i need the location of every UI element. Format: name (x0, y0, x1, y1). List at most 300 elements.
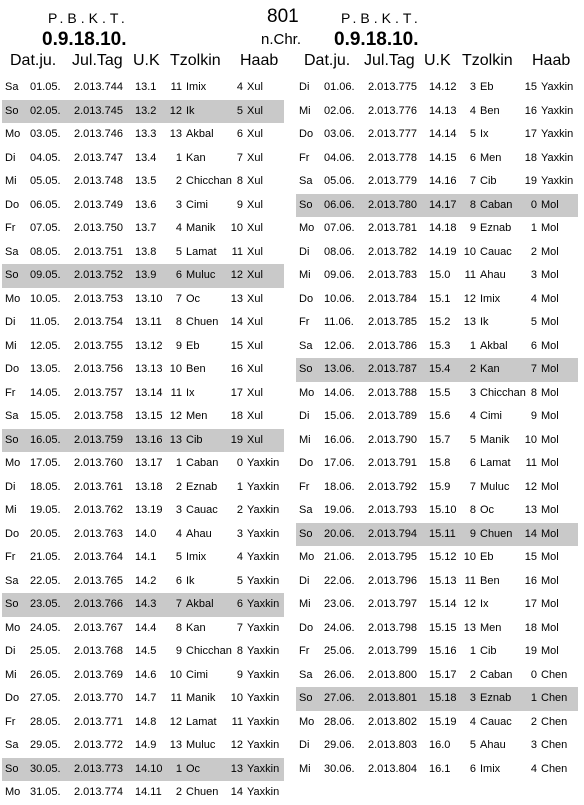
table-row (2, 194, 284, 218)
table-row (2, 523, 284, 547)
table-row (2, 382, 284, 406)
tzolkin-name-cell: Kan (186, 621, 206, 634)
weekday-cell: So (299, 198, 313, 211)
haab-number-cell: 19 (524, 175, 537, 187)
col-header-uk: U.K (424, 52, 451, 69)
tzolkin-number-cell: 3 (175, 198, 182, 211)
haab-name-cell: Yaxkin (247, 715, 280, 728)
uk-cell: 15.0 (429, 269, 451, 281)
tzolkin-name-cell: Kan (480, 363, 500, 375)
julian-day-cell: 2.013.764 (74, 551, 123, 563)
weekday-cell: Di (299, 410, 310, 422)
uk-cell: 15.11 (429, 527, 456, 540)
julian-day-cell: 2.013.750 (74, 222, 123, 234)
table-row (2, 640, 284, 664)
haab-name-cell: Chen (541, 739, 568, 751)
date-cell: 21.05. (30, 551, 61, 563)
tzolkin-number-cell: 13 (463, 621, 476, 634)
haab-number-cell: 14 (230, 786, 243, 798)
haab-name-cell: Xul (247, 128, 263, 140)
tzolkin-number-cell: 7 (469, 175, 476, 187)
haab-name-cell: Yaxkin (247, 668, 280, 681)
julian-day-cell: 2.013.780 (368, 198, 417, 211)
date-cell: 10.05. (30, 292, 61, 305)
weekday-cell: Sa (5, 245, 19, 258)
date-cell: 01.05. (30, 81, 61, 93)
table-row (2, 429, 284, 453)
year-title: 801 (267, 6, 299, 27)
tzolkin-name-cell: Ben (480, 574, 500, 587)
julian-day-cell: 2.013.771 (74, 715, 123, 728)
tzolkin-number-cell: 5 (469, 128, 476, 140)
haab-name-cell: Yaxkin (541, 128, 574, 140)
julian-day-cell: 2.013.745 (74, 104, 123, 117)
tzolkin-name-cell: Eznab (480, 222, 512, 234)
date-cell: 14.06. (324, 386, 355, 399)
uk-cell: 15.14 (429, 598, 457, 610)
haab-number-cell: 13 (230, 292, 243, 305)
julian-day-cell: 2.013.783 (368, 269, 417, 281)
haab-name-cell: Yaxkin (247, 457, 280, 469)
uk-cell: 15.16 (429, 645, 457, 657)
haab-name-cell: Yaxkin (247, 574, 280, 587)
tzolkin-number-cell: 12 (463, 598, 476, 610)
haab-number-cell: 3 (530, 269, 537, 281)
uk-cell: 14.1 (135, 551, 157, 563)
date-cell: 26.05. (30, 668, 61, 681)
tzolkin-number-cell: 9 (175, 645, 182, 657)
julian-day-cell: 2.013.803 (368, 739, 417, 751)
weekday-cell: Mo (5, 128, 21, 140)
julian-day-cell: 2.013.761 (74, 480, 123, 493)
julian-day-cell: 2.013.797 (368, 598, 417, 610)
julian-day-cell: 2.013.791 (368, 457, 417, 469)
tzolkin-name-cell: Ik (480, 316, 489, 328)
haab-name-cell: Xul (247, 175, 263, 187)
haab-number-cell: 4 (236, 551, 243, 563)
table-row (296, 429, 578, 453)
julian-day-cell: 2.013.793 (368, 504, 417, 516)
tzolkin-name-cell: Muluc (186, 739, 216, 751)
haab-number-cell: 17 (524, 598, 537, 610)
uk-cell: 13.3 (135, 128, 157, 140)
julian-day-cell: 2.013.763 (74, 527, 123, 540)
haab-name-cell: Xul (247, 269, 263, 281)
date-cell: 07.06. (324, 222, 355, 234)
haab-name-cell: Mol (541, 574, 559, 587)
table-row (296, 335, 578, 359)
uk-cell: 13.2 (135, 104, 157, 117)
table-row (2, 288, 284, 312)
tzolkin-name-cell: Oc (480, 504, 495, 516)
julian-day-cell: 2.013.772 (74, 739, 123, 751)
julian-day-cell: 2.013.799 (368, 645, 417, 657)
tzolkin-number-cell: 7 (175, 598, 182, 610)
tzolkin-name-cell: Chuen (480, 527, 513, 540)
tzolkin-name-cell: Ik (186, 574, 195, 587)
haab-name-cell: Yaxkin (247, 551, 280, 563)
table-row (2, 335, 284, 359)
haab-number-cell: 18 (524, 151, 537, 164)
tzolkin-name-cell: Chicchan (480, 386, 526, 399)
haab-number-cell: 8 (236, 175, 243, 187)
tzolkin-name-cell: Ahau (480, 269, 506, 281)
julian-day-cell: 2.013.798 (368, 621, 417, 634)
tzolkin-number-cell: 7 (469, 480, 476, 493)
julian-day-cell: 2.013.749 (74, 198, 123, 211)
haab-name-cell: Yaxkin (247, 480, 280, 493)
haab-number-cell: 2 (530, 715, 537, 728)
date-cell: 05.05. (30, 175, 61, 187)
tzolkin-number-cell: 12 (169, 715, 182, 728)
date-cell: 21.06. (324, 551, 355, 563)
tzolkin-name-cell: Men (480, 621, 502, 634)
weekday-cell: Mi (299, 433, 311, 446)
tzolkin-number-cell: 6 (469, 457, 476, 469)
tzolkin-name-cell: Cauac (480, 715, 512, 728)
weekday-cell: Mi (299, 598, 311, 610)
table-row (296, 711, 578, 735)
uk-cell: 13.18 (135, 480, 163, 493)
tzolkin-number-cell: 6 (175, 574, 182, 587)
tzolkin-name-cell: Chicchan (186, 645, 232, 657)
haab-number-cell: 11 (525, 457, 537, 469)
haab-name-cell: Chen (541, 692, 568, 704)
haab-number-cell: 9 (530, 410, 537, 422)
julian-day-cell: 2.013.765 (74, 574, 123, 587)
tzolkin-number-cell: 13 (463, 316, 476, 328)
table-row (296, 687, 578, 711)
table-row (2, 217, 284, 241)
haab-number-cell: 16 (230, 363, 243, 375)
tzolkin-number-cell: 5 (469, 433, 476, 446)
haab-number-cell: 17 (230, 386, 243, 399)
table-row (2, 687, 284, 711)
haab-name-cell: Yaxkin (247, 692, 280, 704)
date-cell: 16.05. (30, 433, 61, 446)
uk-cell: 13.12 (135, 339, 163, 352)
date-cell: 08.05. (30, 245, 61, 258)
tzolkin-name-cell: Lamat (480, 457, 511, 469)
julian-day-cell: 2.013.804 (368, 762, 417, 775)
tzolkin-name-cell: Cib (480, 175, 497, 187)
julian-day-cell: 2.013.779 (368, 175, 417, 187)
tzolkin-number-cell: 4 (175, 222, 182, 234)
haab-name-cell: Yaxkin (247, 527, 280, 540)
date-cell: 04.05. (30, 151, 61, 164)
tzolkin-number-cell: 9 (175, 339, 182, 352)
date-cell: 17.05. (30, 457, 61, 469)
uk-cell: 14.4 (135, 621, 157, 634)
table-row (2, 476, 284, 500)
tzolkin-number-cell: 11 (464, 269, 476, 281)
haab-number-cell: 0 (236, 457, 243, 469)
haab-name-cell: Chen (541, 668, 568, 681)
table-row (296, 758, 578, 782)
uk-cell: 13.17 (135, 457, 163, 469)
date-cell: 28.05. (30, 715, 61, 728)
uk-cell: 15.10 (429, 504, 457, 516)
julian-day-cell: 2.013.744 (74, 81, 123, 93)
table-row (296, 288, 578, 312)
table-row (2, 452, 284, 476)
table-row (2, 617, 284, 641)
uk-cell: 13.4 (135, 151, 157, 164)
date-cell: 03.05. (30, 128, 61, 140)
date-cell: 18.05. (30, 480, 61, 493)
haab-number-cell: 4 (530, 292, 537, 305)
tzolkin-name-cell: Ben (186, 363, 206, 375)
tzolkin-name-cell: Chicchan (186, 175, 232, 187)
right-calendar-table (296, 76, 578, 781)
haab-name-cell: Mol (541, 245, 559, 258)
weekday-cell: Mo (5, 621, 21, 634)
uk-cell: 15.9 (429, 480, 451, 493)
weekday-cell: Do (5, 692, 20, 704)
weekday-cell: So (299, 363, 313, 375)
weekday-cell: Fr (5, 222, 16, 234)
haab-name-cell: Mol (541, 339, 559, 352)
weekday-cell: Do (5, 527, 20, 540)
haab-name-cell: Xul (247, 410, 263, 422)
date-cell: 30.06. (324, 762, 355, 775)
tzolkin-number-cell: 2 (175, 480, 182, 493)
uk-cell: 13.9 (135, 269, 157, 281)
weekday-cell: Fr (5, 386, 16, 399)
tzolkin-name-cell: Eb (480, 551, 494, 563)
date-cell: 15.06. (324, 410, 355, 422)
haab-number-cell: 15 (230, 339, 243, 352)
tzolkin-number-cell: 3 (469, 386, 476, 399)
tzolkin-name-cell: Kan (186, 151, 206, 164)
uk-cell: 14.8 (135, 715, 157, 728)
tzolkin-number-cell: 1 (469, 339, 476, 352)
tzolkin-name-cell: Akbal (186, 598, 214, 610)
uk-cell: 14.13 (429, 104, 457, 117)
julian-day-cell: 2.013.776 (368, 104, 417, 117)
table-row (296, 405, 578, 429)
uk-cell: 14.19 (429, 245, 457, 258)
haab-name-cell: Mol (541, 621, 559, 634)
haab-number-cell: 7 (236, 151, 243, 164)
tzolkin-number-cell: 6 (469, 151, 476, 164)
uk-cell: 13.13 (135, 363, 163, 375)
weekday-cell: Fr (299, 645, 310, 657)
left-calendar-table (2, 76, 284, 805)
date-cell: 06.05. (30, 198, 61, 211)
julian-day-cell: 2.013.759 (74, 433, 123, 446)
weekday-cell: So (5, 762, 19, 775)
weekday-cell: Di (299, 81, 310, 93)
date-cell: 30.05. (30, 762, 61, 775)
uk-cell: 15.5 (429, 386, 451, 399)
julian-day-cell: 2.013.795 (368, 551, 417, 563)
julian-day-cell: 2.013.792 (368, 480, 417, 493)
weekday-cell: Sa (5, 739, 19, 751)
weekday-cell: Fr (5, 551, 16, 563)
table-row (2, 311, 284, 335)
weekday-cell: Mo (299, 222, 315, 234)
weekday-cell: So (5, 598, 19, 610)
haab-number-cell: 9 (236, 668, 243, 681)
haab-number-cell: 6 (236, 128, 243, 140)
uk-cell: 14.2 (135, 574, 157, 587)
haab-name-cell: Xul (247, 245, 263, 258)
uk-cell: 13.6 (135, 198, 157, 211)
date-cell: 29.06. (324, 739, 355, 751)
julian-day-cell: 2.013.784 (368, 292, 417, 305)
julian-day-cell: 2.013.758 (74, 410, 123, 422)
tzolkin-name-cell: Caban (186, 457, 219, 469)
left-long-count: 0.9.18.10. (42, 29, 127, 50)
tzolkin-number-cell: 12 (169, 104, 182, 117)
col-header-haab: Haab (240, 52, 279, 69)
julian-day-cell: 2.013.800 (368, 668, 417, 681)
tzolkin-name-cell: Imix (186, 551, 207, 563)
tzolkin-name-cell: Cimi (186, 198, 208, 211)
julian-day-cell: 2.013.755 (74, 339, 123, 352)
uk-cell: 14.0 (135, 527, 157, 540)
date-cell: 12.06. (324, 339, 355, 352)
julian-day-cell: 2.013.778 (368, 151, 417, 164)
date-cell: 22.06. (324, 574, 355, 587)
date-cell: 13.06. (324, 363, 355, 375)
haab-name-cell: Chen (541, 715, 568, 728)
haab-number-cell: 4 (530, 762, 537, 775)
weekday-cell: So (5, 269, 19, 281)
haab-number-cell: 14 (230, 316, 243, 328)
uk-cell: 13.16 (135, 433, 163, 446)
haab-number-cell: 19 (524, 645, 537, 657)
haab-name-cell: Yaxkin (247, 739, 280, 751)
table-row (2, 664, 284, 688)
haab-name-cell: Mol (541, 386, 559, 399)
haab-name-cell: Mol (541, 410, 559, 422)
weekday-cell: Mo (299, 715, 315, 728)
uk-cell: 14.7 (135, 692, 157, 704)
haab-number-cell: 3 (530, 739, 537, 751)
weekday-cell: Do (299, 621, 314, 634)
era-label: n.Chr. (261, 31, 302, 48)
col-header-date: Dat.ju. (304, 52, 351, 69)
weekday-cell: Di (5, 480, 16, 493)
table-row (296, 147, 578, 171)
weekday-cell: Sa (5, 410, 19, 422)
weekday-cell: Mo (299, 551, 315, 563)
uk-cell: 14.12 (429, 81, 457, 93)
table-row (2, 358, 284, 382)
haab-name-cell: Xul (247, 292, 263, 305)
tzolkin-number-cell: 4 (469, 410, 476, 422)
weekday-cell: Do (299, 292, 314, 305)
weekday-cell: Mo (5, 786, 21, 798)
date-cell: 28.06. (324, 715, 355, 728)
uk-cell: 14.10 (135, 762, 163, 775)
date-cell: 20.05. (30, 527, 61, 540)
haab-number-cell: 5 (530, 316, 537, 328)
haab-name-cell: Mol (541, 457, 559, 469)
julian-day-cell: 2.013.785 (368, 316, 417, 328)
haab-number-cell: 17 (524, 128, 537, 140)
haab-name-cell: Mol (541, 363, 559, 375)
tzolkin-number-cell: 3 (175, 504, 182, 516)
julian-day-cell: 2.013.746 (74, 128, 123, 140)
right-pbkt-label: P.B.K.T. (341, 10, 422, 26)
date-cell: 12.05. (30, 339, 61, 352)
uk-cell: 15.19 (429, 715, 457, 728)
julian-day-cell: 2.013.777 (368, 128, 417, 140)
haab-name-cell: Xul (247, 222, 263, 234)
tzolkin-number-cell: 4 (469, 104, 476, 117)
haab-number-cell: 6 (530, 339, 537, 352)
haab-number-cell: 12 (524, 480, 537, 493)
tzolkin-name-cell: Ben (480, 104, 500, 117)
uk-cell: 14.11 (135, 786, 162, 798)
table-row (296, 76, 578, 100)
weekday-cell: So (299, 527, 313, 540)
tzolkin-number-cell: 2 (175, 786, 182, 798)
haab-number-cell: 11 (231, 245, 243, 258)
weekday-cell: Mi (299, 762, 311, 775)
weekday-cell: Di (299, 574, 310, 587)
haab-name-cell: Mol (541, 551, 559, 563)
tzolkin-number-cell: 5 (469, 739, 476, 751)
uk-cell: 15.6 (429, 410, 451, 422)
haab-name-cell: Chen (541, 762, 568, 775)
tzolkin-name-cell: Lamat (186, 715, 217, 728)
date-cell: 17.06. (324, 457, 355, 469)
tzolkin-number-cell: 13 (169, 739, 182, 751)
tzolkin-number-cell: 6 (175, 269, 182, 281)
julian-day-cell: 2.013.789 (368, 410, 417, 422)
tzolkin-name-cell: Cauac (480, 245, 512, 258)
uk-cell: 13.14 (135, 386, 163, 399)
tzolkin-number-cell: 2 (469, 668, 476, 681)
uk-cell: 14.6 (135, 668, 157, 681)
uk-cell: 13.8 (135, 245, 157, 258)
weekday-cell: Sa (5, 574, 19, 587)
weekday-cell: Sa (5, 81, 19, 93)
table-row (296, 546, 578, 570)
tzolkin-name-cell: Oc (186, 762, 201, 775)
date-cell: 20.06. (324, 527, 355, 540)
uk-cell: 14.17 (429, 198, 457, 211)
haab-number-cell: 7 (530, 363, 537, 375)
uk-cell: 15.13 (429, 574, 457, 587)
table-row (296, 170, 578, 194)
table-row (2, 264, 284, 288)
uk-cell: 15.2 (429, 316, 451, 328)
julian-day-cell: 2.013.794 (368, 527, 417, 540)
julian-day-cell: 2.013.753 (74, 292, 123, 305)
haab-name-cell: Yaxkin (541, 104, 574, 117)
haab-name-cell: Mol (541, 504, 559, 516)
tzolkin-number-cell: 3 (469, 692, 476, 704)
uk-cell: 15.8 (429, 457, 451, 469)
weekday-cell: Fr (5, 715, 16, 728)
date-cell: 26.06. (324, 668, 355, 681)
haab-number-cell: 2 (236, 504, 243, 516)
uk-cell: 15.4 (429, 363, 451, 375)
weekday-cell: Mi (5, 339, 17, 352)
date-cell: 11.05. (30, 316, 60, 328)
left-pbkt-label: P.B.K.T. (48, 10, 129, 26)
col-header-julian: Jul.Tag (72, 52, 123, 69)
haab-name-cell: Yaxkin (247, 621, 280, 634)
haab-number-cell: 12 (230, 269, 243, 281)
table-row (296, 217, 578, 241)
date-cell: 15.05. (30, 410, 61, 422)
